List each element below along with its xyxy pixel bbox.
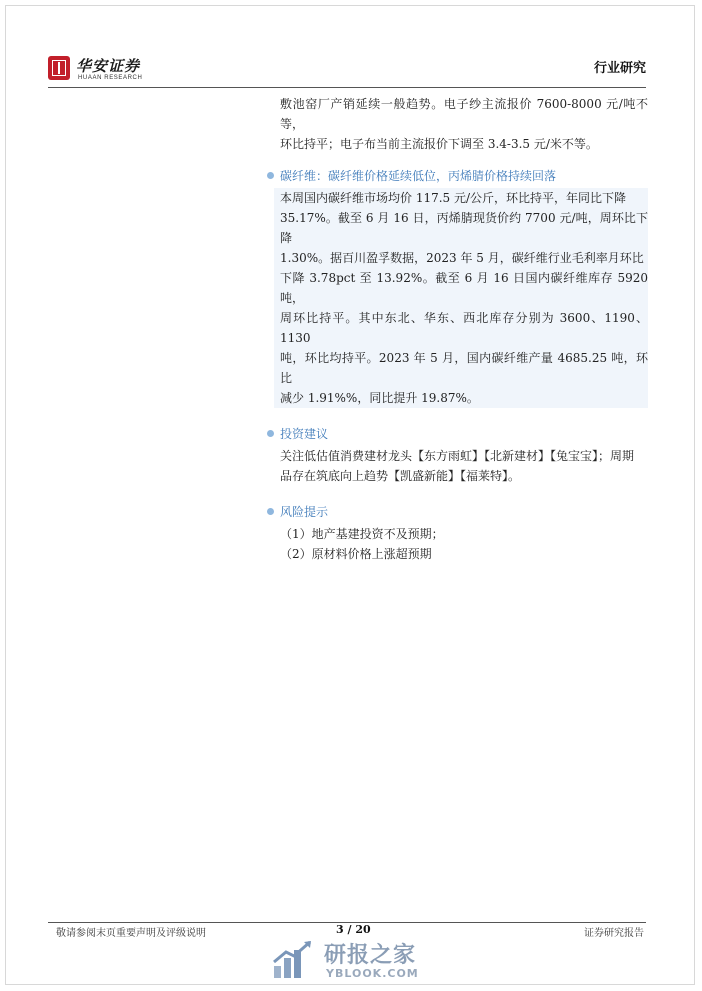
logo-chinese-name: 华安证券 [76,57,141,75]
section-carbon-fiber-heading [280,166,648,186]
section-title: 风险提示 [280,505,329,519]
list-item: （1）地产基建投资不及预期； [280,527,444,541]
risk-list [280,524,648,564]
bar-chart-logo-icon [272,940,316,980]
watermark-english: YBLOOK.COM [326,967,419,980]
paragraph-line: 下降 3.78pct 至 13.92%。截至 6 月 16 日国内碳纤维库存 5920 吨， [280,271,648,305]
section-carbon-fiber-body [274,188,648,408]
logo-english-name: HUAAN RESEARCH [78,75,143,81]
paragraph-line: 品存在筑底向上趋势【凯盛新能】【福莱特】。 [280,469,521,483]
section-investment-advice-heading [280,424,648,444]
paragraph-line: 吨，环比均持平。2023 年 5 月，国内碳纤维产量 4685.25 吨，环比 [280,351,648,385]
footer-doc-type: 证券研究报告 [584,928,644,939]
intro-line-2: 环比持平；电子布当前主流报价下调至 3.4-3.5 元/米不等。 [280,137,598,151]
header-divider [48,87,646,88]
main-content [280,94,648,564]
section-investment-advice-body [274,446,648,486]
list-item: （2）原材料价格上涨超预期 [280,547,432,561]
section-bullet-icon [267,430,274,437]
paragraph-line: 关注低估值消费建材龙头【东方雨虹】【北新建材】【兔宝宝】；周期 [280,449,635,463]
paragraph-line: 1.30%。据百川盈孚数据，2023 年 5 月，碳纤维行业毛利率月环比 [280,251,644,265]
watermark [272,938,444,984]
footer-disclaimer: 敬请参阅末页重要声明及评级说明 [56,928,206,939]
paragraph-line: 减少 1.91%%，同比提升 19.87%。 [280,391,479,405]
paragraph-line: 周环比持平。其中东北、华东、西北库存分别为 3600、1190、1130 [280,311,648,345]
paragraph-line: 本周国内碳纤维市场均价 117.5 元/公斤，环比持平，年同比下降 [280,191,627,205]
watermark-chinese: 研报之家 [324,943,417,968]
section-bullet-icon [267,508,274,515]
paragraph-line: 35.17%。截至 6 月 16 日，丙烯腈现货价约 7700 元/吨，周环比下降 [280,211,648,245]
report-type-label: 行业研究 [593,60,646,75]
intro-line-1: 敷池窑厂产销延续一般趋势。电子纱主流报价 7600-8000 元/吨不等， [280,97,648,131]
huaan-seal-logo-icon [48,56,70,80]
section-risk-heading [280,502,648,522]
section-risk-body [274,524,648,564]
section-title: 投资建议 [280,427,329,441]
page-header [48,52,646,88]
section-title: 碳纤维：碳纤维价格延续低位，丙烯腈价格持续回落 [280,169,557,183]
page-number: 3 / 20 [336,923,371,936]
section-bullet-icon [267,172,274,179]
